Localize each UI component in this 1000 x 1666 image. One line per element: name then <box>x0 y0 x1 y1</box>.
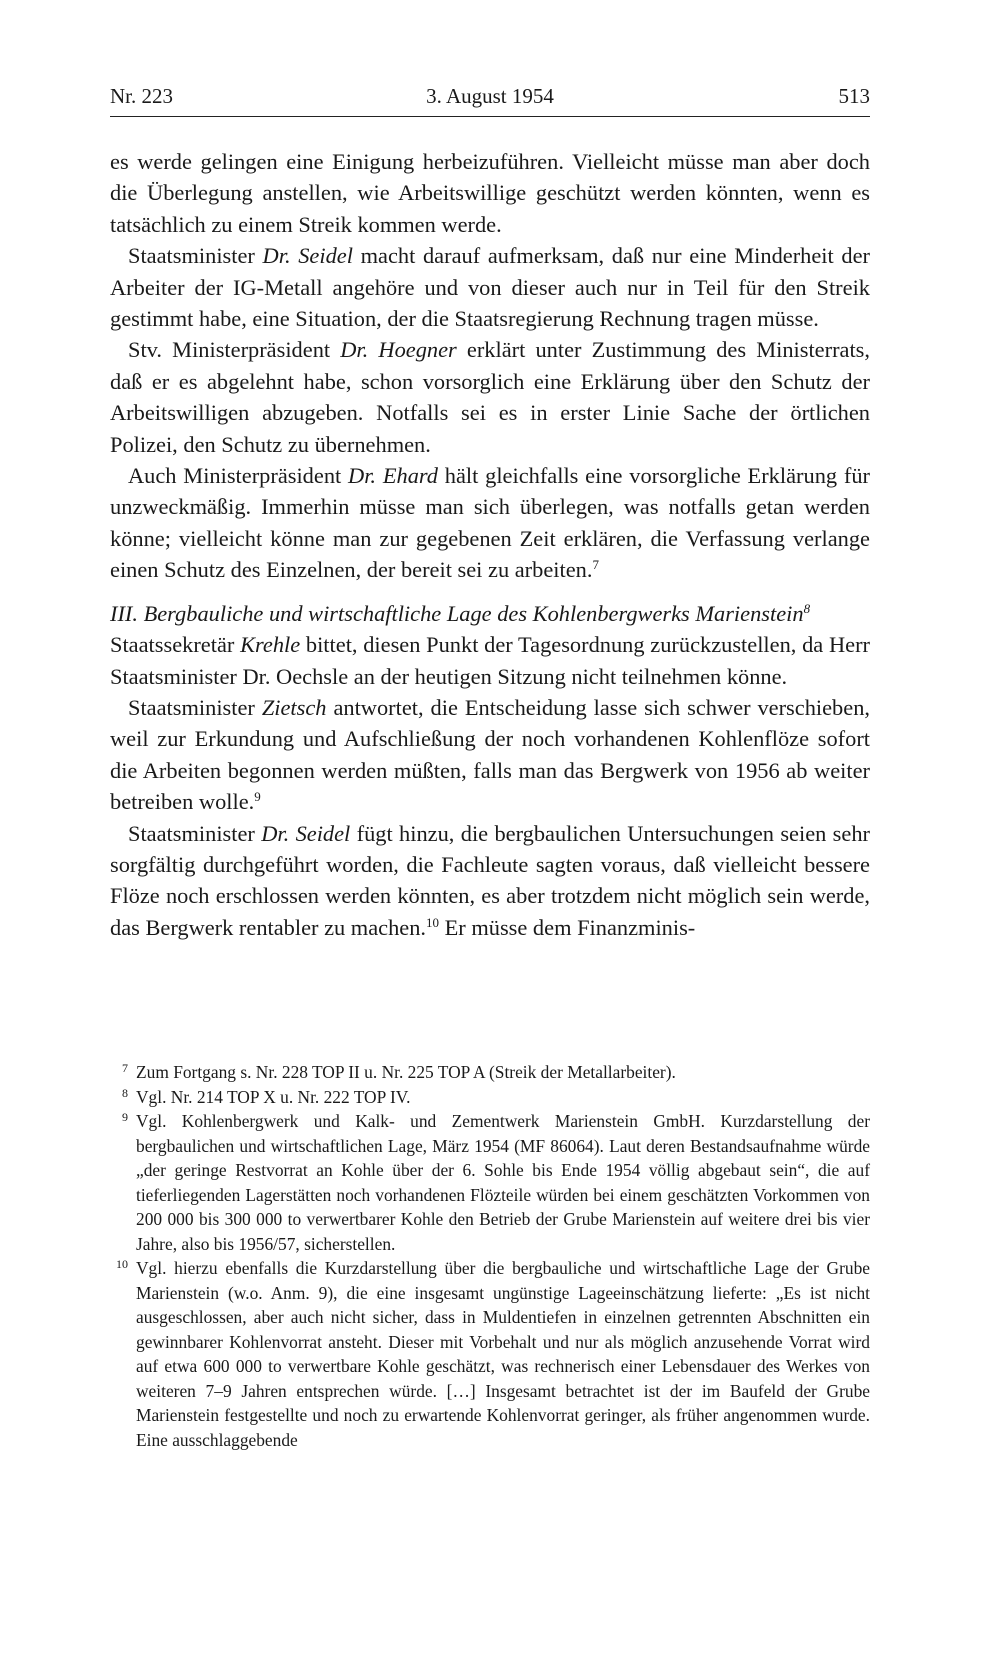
header-date: 3. August 1954 <box>426 84 554 108</box>
paragraph: es werde gelingen eine Einigung herbeizuführen. Vielleicht müsse man aber doch die Überlegung anstellen, wie Arbeitswillige geschützt werden könnten, wenn es tatsächlich zu einem Streik kommen werde. <box>110 149 870 237</box>
footnote: 8 Vgl. Nr. 214 TOP X u. Nr. 222 TOP IV. <box>110 1085 870 1110</box>
footnote-ref[interactable]: 10 <box>426 914 440 930</box>
speaker-name: Dr. Hoegner <box>340 337 457 363</box>
footnote-number: 10 <box>116 1257 128 1271</box>
paragraph: Staatsminister Dr. Seidel fügt hinzu, die bergbaulichen Untersuchungen seien sehr sorgfältig durchgeführt worden, die Fachleute sagten voraus, daß vielleicht bessere Flöze noch erschlossen werden könnten, es aber trotzdem nicht möglich sein werde, das Bergwerk rentabler zu machen.$^{10}$ Er müsse dem Finanzminis- <box>110 820 870 940</box>
footnote: 10 Vgl. hierzu ebenfalls die Kurzdarstellung über die bergbauliche und wirtschaftliche Lage der Grube Marienstein (w.o. Anm. 9), die eine insgesamt ungünstige Lageeinschätzung lieferte: „Es ist nicht ausgeschlossen, aber auch nicht sicher, dass in Muldentiefen in einzelnen getrennten Abschnitten ein gewinnbarer Kohlenvorrat ansteht. Dieser mit Vorbehalt und nur als möglich anzusehende Vorrat wird auf etwa 600 000 to verwertbare Kohle geschätzt, was rechnerisch einer Lebensdauer des Werkes von weiteren 7–9 Jahren entsprechen würde. […] Insgesamt betrachtet ist der im Baufeld der Grube Marienstein festgestellte und noch zu erwartende Kohlenvorrat geringer, als früher angenommen wurde. Eine ausschlaggebende <box>110 1256 870 1452</box>
paragraph: Stv. Ministerpräsident Dr. Hoegner erklärt unter Zustimmung des Ministerrats, daß er es abgelehnt habe, schon vorsorglich eine Erklärung über den Schutz der Arbeitswilligen abzugeben. Notfalls sei es in erster Linie Sache der örtlichen Polizei, den Schutz zu übernehmen. <box>110 337 870 457</box>
running-header <box>110 84 870 117</box>
paragraph: Staatsminister Zietsch antwortet, die Entscheidung lasse sich schwer verschieben, weil zur Erkundung und Aufschließung der noch vorhandenen Kohlenflöze sofort die Arbeiten begonnen werden müßten, falls man das Bergwerk von 1956 ab weiter betreiben wolle.$^9$ <box>110 694 870 815</box>
page-number: 513 <box>838 84 870 108</box>
footnote-ref[interactable]: 7 <box>592 557 599 573</box>
footnotes <box>110 1060 870 1452</box>
speaker-name: Krehle <box>240 632 301 658</box>
paragraph: Staatsminister Dr. Seidel macht darauf aufmerksam, daß nur eine Minderheit der Arbeiter der IG-Metall angehöre und von dieser auch nur in Teil für den Streik gestimmt habe, eine Situation, der die Staatsregierung Rechnung tragen müsse. <box>110 243 871 332</box>
section-heading: III. Bergbauliche und wirtschaftliche Lage des Kohlenbergwerks Marienstein$^8$ <box>110 600 811 626</box>
footnote: 9 Vgl. Kohlenbergwerk und Kalk- und Zementwerk Marienstein GmbH. Kurzdarstellung der bergbaulichen und wirtschaftlichen Lage, März 1954 (MF 86064). Laut deren Bestandsaufnahme würde „der geringe Restvorrat an Kohle über der 6. Sohle bis Ende 1954 völlig abgebaut sein“, die auf tieferliegenden Lagerstätten noch vorhandenen Flözteile würden bei einem geschätzten Vorkommen von 200 000 bis 300 000 to verwertbarer Kohle den Betrieb der Grube Marienstein auf weitere drei bis vier Jahre, also bis 1956/57, sicherstellen. <box>110 1109 870 1256</box>
main-text <box>110 146 870 943</box>
speaker-name: Dr. Seidel <box>261 820 351 846</box>
speaker-name: Dr. Ehard <box>348 463 438 489</box>
footnote-number: 9 <box>122 1110 128 1124</box>
footnote-number: 7 <box>122 1061 128 1075</box>
footnote: 7 Zum Fortgang s. Nr. 228 TOP II u. Nr. 225 TOP A (Streik der Metallarbeiter). <box>110 1060 870 1085</box>
footnote-ref[interactable]: 9 <box>254 789 261 805</box>
speaker-name: Dr. Seidel <box>262 243 353 269</box>
footnote-number: 8 <box>122 1085 128 1100</box>
document-number: Nr. 223 <box>110 84 173 108</box>
speaker-name: Zietsch <box>261 694 327 720</box>
paragraph: Auch Ministerpräsident Dr. Ehard hält gleichfalls eine vorsorgliche Erklärung für unzweckmäßig. Immerhin müsse man sich überlegen, was notfalls getan werden könne; vielleicht könne man zur gegebenen Zeit erklären, die Verfassung verlange einen Schutz des Einzelnen, der bereit sei zu arbeiten.$^7$ <box>110 463 870 583</box>
paragraph: Staatssekretär Krehle bittet, diesen Punkt der Tagesordnung zurückzustellen, da Herr Staatsminister Dr. Oechsle an der heutigen Sitzung nicht teilnehmen könne. <box>110 632 870 689</box>
footnote-ref[interactable]: 8 <box>803 600 811 616</box>
